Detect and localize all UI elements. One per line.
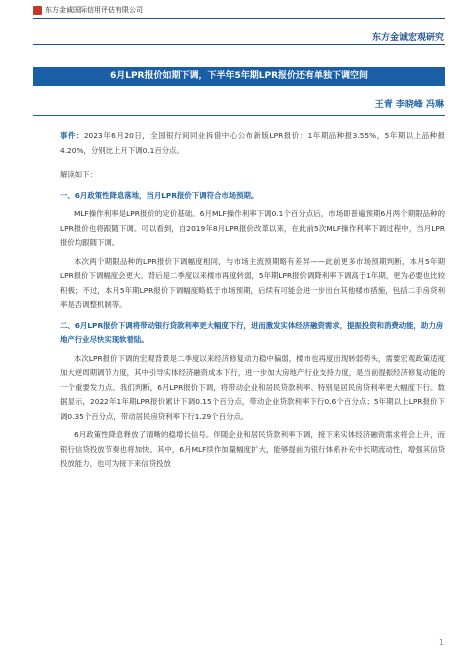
page-header [0, 0, 474, 50]
header-divider-top [33, 18, 445, 19]
event-label: 事件： [60, 131, 84, 140]
report-type: 东方金诚宏观研究 [371, 33, 444, 43]
authors: 王青 李晓峰 冯琳 [374, 100, 444, 110]
section-heading-1: 一、6月政策性降息落地，当月LPR报价下调符合市场预期。 [60, 190, 259, 200]
section-1-paragraph-1: MLF操作利率是LPR报价的定价基础。6月MLF操作利率下调0.1个百分点后，市场即普遍预期6月两个期限品种的LPR报价也将跟随下调。可以看到，自2019年8月LPR报价改革以来，在此前5次MLF操作利率下调过程中，当月LPR报价均跟随下调。 [60, 209, 445, 247]
event-paragraph [60, 129, 445, 158]
section-1-paragraph-2: 本次两个期限品种的LPR报价下调幅度相同，与市场主流预期略有差异——此前更多市场预期判断，本月5年期LPR报价下调幅度会更大。背后是二季度以来楼市再度转弱，5年期LPR报价调降利率下调高于1年期，更为必要也比较积极；不过，本月5年期LPR报价下调幅度略低于市场预期，后续有可能会进一步出台其他楼市措施，包括二手房贷利率是否调整机制等。 [60, 256, 445, 309]
section-2-paragraph-2: 6月政策性降息释放了清晰的稳增长信号。伴随企业和居民贷款利率下调，接下来实体经济融资需求将会上升，而银行信贷投放节奏也将加快。其中，6月MLF续作加量幅度扩大，能够提前为银行体系补充中长期流动性，增强其信贷投放能力，也可为接下来信贷投放 [60, 430, 445, 468]
title-divider [33, 115, 445, 116]
comment-intro: 解读如下： [60, 170, 97, 179]
section-2-paragraph-1: 本次LPR报价下调的宏观背景是二季度以来经济修复动力稳中偏弱，楼市也再度出现转弱势头，需要宏观政策适度加大逆周期调节力度，其中引导实体经济融资成本下行，进一步加大房地产行业支持力度，是当前提振经济修复动能的一个重要发力点。我们判断，6月LPR报价下调，将带动企业和居民贷款利率、特别是居民房贷利率更大幅度下行。数据显示，2022年1年期LPR报价累计下调0.15个百分点，带动企业贷款利率下行0.6个百分点；5年期以上LPR报价下调0.35个百分点，带动居民房贷利率下行1.29个百分点。 [60, 353, 445, 421]
company-name: 东方金诚国际信用评估有限公司 [45, 6, 143, 14]
section-heading-2: 二、6月LPR报价下调将带动银行贷款利率更大幅度下行，进而激发实体经济融资需求，提振投资和消费动能，助力房地产行业尽快实现软着陆。 [60, 320, 444, 344]
report-title: 6月LPR报价如期下调，下半年5年期LPR报价还有单独下调空间 [33, 67, 445, 86]
event-text: 2023年6月20日，全国银行间同业拆借中心公布新版LPR报价：1年期品种报3.55%，5年期以上品种报4.20%，分别比上月下调0.1百分点。 [60, 131, 445, 155]
report-body [60, 125, 445, 472]
page-number: 1 [438, 638, 444, 647]
header-divider-bottom [33, 44, 445, 45]
company-logo-icon [33, 6, 42, 15]
